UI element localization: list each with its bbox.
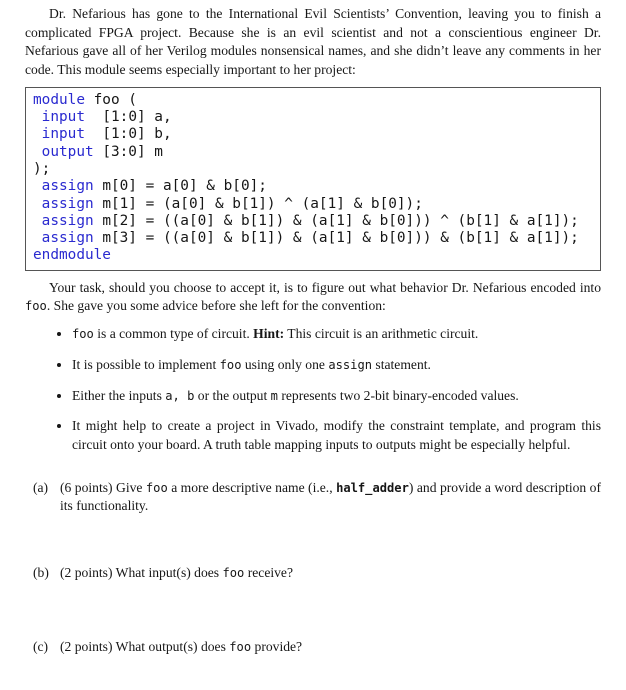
question-label: (c) (33, 638, 49, 654)
code-line (33, 196, 595, 213)
advice-list (25, 325, 601, 455)
text-segment (33, 230, 42, 246)
text-segment: a more descriptive name (i.e., (167, 479, 337, 495)
text-segment: foo (72, 327, 94, 342)
text-segment: m[2] = ((a[0] & b[1]) & (a[1] & b[0])) ^ (b[1] & a[1]); (93, 212, 579, 229)
advice-item (72, 325, 601, 344)
verilog-code-box (25, 87, 601, 271)
text-segment: ); (33, 161, 51, 177)
text-segment: (6 points) Give (60, 479, 146, 495)
text-segment: Hint: (253, 326, 285, 342)
text-segment: (2 points) What input(s) does (60, 565, 223, 581)
text-segment: ) and provide a word description of its functionality. (60, 479, 601, 514)
text-segment (33, 109, 42, 125)
code-line (33, 247, 595, 264)
text-segment: It is possible to implement (72, 356, 220, 372)
task-paragraph (25, 279, 601, 316)
text-segment: endmodule (33, 247, 111, 264)
question-label: (b) (33, 565, 49, 581)
text-segment: [1:0] a, (85, 109, 172, 126)
question-text (60, 564, 601, 583)
text-segment: half_adder (336, 480, 409, 495)
text-segment: foo (229, 639, 252, 654)
text-segment: assign (41, 230, 94, 247)
text-segment: [3:0] m (93, 143, 163, 160)
text-segment (33, 144, 42, 160)
text-segment: This circuit is an arithmetic circuit. (284, 326, 479, 342)
text-segment (33, 178, 42, 194)
code-line (33, 109, 595, 126)
text-segment: foo (222, 566, 245, 581)
text-segment: m[0] = a[0] & b[0]; (93, 178, 267, 195)
text-segment: Dr. Nefarious has gone to the International Evil Scientists’ Convention, leaving you to finish a complicated FPGA project. Because she is an evil scientist and not a conscientious engineer Dr. Nefarious gave all of her Verilog modules nonsensical names, and she didn’t leave any comments in her code. This module seems especially important to her project: (25, 6, 601, 78)
intro-paragraph (25, 5, 601, 80)
text-segment (33, 196, 42, 212)
code-line (33, 230, 595, 247)
code-line (33, 126, 595, 143)
questions-section (25, 479, 601, 657)
text-segment: represents two 2-bit binary-encoded values. (277, 387, 519, 403)
text-segment: foo ( (84, 91, 137, 108)
text-segment: foo (219, 357, 242, 372)
text-segment: Your task, should you choose to accept it, is to figure out what behavior Dr. Nefarious encoded into (49, 279, 601, 295)
text-segment: statement. (372, 356, 431, 372)
text-segment: It might help to create a project in Vivado, modify the constraint template, and program this circuit onto your board. A truth table mapping inputs to outputs might be especially helpful. (72, 418, 601, 452)
text-segment: m[3] = ((a[0] & b[1]) & (a[1] & b[0])) & (b[1] & a[1]); (93, 230, 579, 247)
advice-item (72, 387, 601, 406)
code-line (33, 213, 595, 230)
text-segment: input (41, 126, 85, 143)
question-text (60, 479, 601, 516)
text-segment: foo (145, 480, 168, 495)
text-segment: input (41, 109, 85, 126)
text-segment: assign (41, 212, 94, 229)
verilog-code-listing (33, 92, 595, 265)
text-segment: [1:0] b, (85, 126, 172, 143)
code-line (33, 92, 595, 109)
text-segment: receive? (244, 565, 293, 581)
text-segment: output (41, 143, 94, 160)
text-segment: m[1] = (a[0] & b[1]) ^ (a[1] & b[0]); (93, 195, 423, 212)
text-segment: a, b (165, 388, 195, 403)
text-segment: provide? (251, 638, 303, 654)
text-segment: foo (25, 299, 47, 314)
question-item (33, 638, 601, 657)
text-segment: (2 points) What output(s) does (60, 638, 230, 654)
text-segment: m (270, 388, 278, 403)
text-segment: is a common type of circuit. (93, 326, 254, 342)
advice-item (72, 356, 601, 375)
question-item (33, 564, 601, 583)
question-text (60, 638, 601, 657)
advice-item (72, 417, 601, 454)
code-line (33, 178, 595, 195)
text-segment: assign (41, 195, 94, 212)
text-segment: assign (41, 178, 94, 195)
text-segment (33, 126, 42, 142)
code-line (33, 161, 595, 178)
question-label: (a) (33, 479, 49, 495)
text-segment: Either the inputs (72, 387, 166, 403)
text-segment: module (33, 91, 85, 108)
text-segment: . She gave you some advice before she left for the convention: (46, 298, 386, 314)
text-segment (33, 213, 42, 229)
text-segment: or the output (194, 387, 271, 403)
text-segment: using only one (241, 356, 329, 372)
text-segment: assign (328, 357, 373, 372)
question-item (33, 479, 601, 516)
code-line (33, 144, 595, 161)
